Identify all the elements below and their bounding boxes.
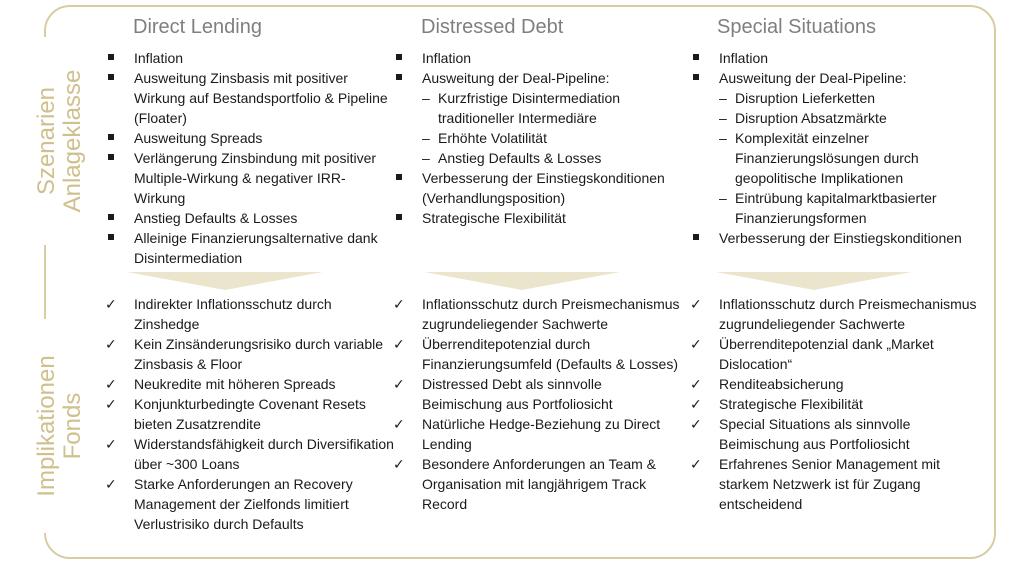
checkmark-icon: ✓ [105,376,117,392]
scenario-sub-text: Anstieg Defaults & Losses [438,150,602,166]
scenario-sub-item [719,88,980,108]
implication-text: Starke Anforderungen an Recovery Management der Zielfonds limitiert Verlustrisiko durch Defaults [134,476,353,532]
side-label-implications-line1: Implikationen [33,355,60,497]
checkmark-icon: ✓ [105,476,117,492]
scenario-item [393,208,683,228]
column-title-distressed-debt: Distressed Debt [421,16,564,38]
implication-item [393,294,683,334]
scenario-item [105,228,395,268]
implication-item [690,394,980,414]
side-label-scenarios-line2: Anlageklasse [59,69,86,213]
down-arrow-distressed-debt [424,272,620,290]
side-label-implications [34,319,90,533]
implication-item [393,414,683,454]
scenario-text: Inflation [134,50,184,66]
implication-text: Konjunkturbedingte Covenant Resets bieten Zusatzrendite [134,396,366,432]
checkmark-icon: ✓ [105,436,117,452]
dash-icon: – [719,90,727,106]
dash-icon: – [422,90,430,106]
scenario-text: Verlängerung Zinsbindung mit positiver Multiple-Wirkung & negativer IRR-Wirkung [134,150,377,206]
scenario-sub-item [422,88,683,128]
implication-item [690,294,980,334]
scenario-sub-item [719,188,980,228]
implication-text: Natürliche Hedge-Beziehung zu Direct Lending [422,416,661,452]
implication-text: Distressed Debt als sinnvolle Beimischung aus Portfoliosicht [422,376,613,412]
checkmark-icon: ✓ [393,456,405,472]
square-bullet-icon [108,54,114,60]
checkmark-icon: ✓ [393,336,405,352]
implication-text: Erfahrenes Senior Management mit starkem Netzwerk ist für Zugang entscheidend [719,456,940,512]
scenario-sub-text: Komplexität einzelner Finanzierungslösungen durch geopolitische Implikationen [735,130,919,186]
scenario-item [393,168,683,208]
checkmark-icon: ✓ [690,396,702,412]
square-bullet-icon [396,174,402,180]
implication-text: Indirekter Inflationsschutz durch Zinshedge [134,296,332,332]
implication-item [393,454,683,514]
scenario-sub-item [719,108,980,128]
square-bullet-icon [693,54,699,60]
scenario-text: Inflation [422,50,472,66]
scenario-text: Inflation [719,50,769,66]
side-label-implications-line2: Fonds [59,392,86,460]
implication-item [105,374,395,394]
scenario-text: Verbesserung der Einstiegskonditionen [719,230,962,246]
implication-item [105,434,395,474]
scenario-text: Verbesserung der Einstiegskonditionen (Verhandlungsposition) [422,170,665,206]
implication-item [105,334,395,374]
down-arrow-direct-lending [127,272,323,290]
checkmark-icon: ✓ [393,376,405,392]
scenario-list-distressed-debt [393,48,683,228]
implication-list-direct-lending [105,294,395,534]
implication-text: Inflationsschutz durch Preismechanismus zugrundeliegender Sachwerte [422,296,680,332]
square-bullet-icon [108,234,114,240]
checkmark-icon: ✓ [690,336,702,352]
scenario-item [690,228,980,248]
implication-list-special-situations [690,294,980,514]
down-arrow-special-situations [716,272,912,290]
scenario-list-direct-lending [105,48,395,268]
implication-text: Renditeabsicherung [719,376,844,392]
scenario-text: Strategische Flexibilität [422,210,566,226]
scenario-text: Ausweitung der Deal-Pipeline: [422,70,610,86]
scenario-text: Ausweitung Spreads [134,130,263,146]
checkmark-icon: ✓ [105,396,117,412]
square-bullet-icon [693,74,699,80]
scenario-text: Ausweitung der Deal-Pipeline: [719,70,907,86]
dash-icon: – [719,130,727,146]
square-bullet-icon [396,74,402,80]
dash-icon: – [422,150,430,166]
square-bullet-icon [108,74,114,80]
column-title-special-situations: Special Situations [717,16,876,38]
checkmark-icon: ✓ [105,336,117,352]
implication-text: Besondere Anforderungen an Team & Organisation mit langjährigem Track Record [422,456,657,512]
scenario-sub-item [422,128,683,148]
checkmark-icon: ✓ [690,296,702,312]
scenario-sub-text: Disruption Lieferketten [735,90,876,106]
square-bullet-icon [396,214,402,220]
square-bullet-icon [396,54,402,60]
implication-text: Special Situations als sinnvolle Beimischung aus Portfoliosicht [719,416,911,452]
square-bullet-icon [108,214,114,220]
scenario-item [105,208,395,228]
checkmark-icon: ✓ [393,416,405,432]
scenario-sub-text: Eintrübung kapitalmarktbasierter Finanzierungsformen [735,190,937,226]
scenario-list-special-situations [690,48,980,248]
implication-item [690,414,980,454]
scenario-text: Anstieg Defaults & Losses [134,210,298,226]
checkmark-icon: ✓ [393,296,405,312]
scenario-text: Alleinige Finanzierungsalternative dank Disintermediation [134,230,378,266]
scenario-item [393,68,683,168]
dash-icon: – [422,130,430,146]
scenario-item [105,128,395,148]
scenario-item [105,68,395,128]
checkmark-icon: ✓ [105,296,117,312]
scenario-item [393,48,683,68]
square-bullet-icon [693,234,699,240]
checkmark-icon: ✓ [690,456,702,472]
side-label-scenarios-line1: Szenarien [33,86,60,196]
checkmark-icon: ✓ [690,416,702,432]
side-label-scenarios [34,37,90,245]
scenario-text: Ausweitung Zinsbasis mit positiver Wirkung auf Bestandsportfolio & Pipeline (Floater) [134,70,388,126]
implication-text: Überrenditepotenzial durch Finanzierungsumfeld (Defaults & Losses) [422,336,679,372]
scenario-item [105,48,395,68]
scenario-item [690,48,980,68]
column-title-direct-lending: Direct Lending [133,16,262,38]
scenario-sub-text: Erhöhte Volatilität [438,130,547,146]
implication-text: Neukredite mit höheren Spreads [134,376,336,392]
implication-item [393,374,683,414]
implication-item [105,474,395,534]
implication-list-distressed-debt [393,294,683,514]
implication-item [690,374,980,394]
implication-text: Überrenditepotenzial dank „Market Dislocation“ [719,336,934,372]
dash-icon: – [719,110,727,126]
square-bullet-icon [108,134,114,140]
implication-item [393,334,683,374]
scenario-sub-item [422,148,683,168]
dash-icon: – [719,190,727,206]
scenario-sub-text: Disruption Absatzmärkte [735,110,887,126]
implication-item [690,334,980,374]
checkmark-icon: ✓ [690,376,702,392]
implication-item [690,454,980,514]
implication-text: Kein Zinsänderungsrisiko durch variable Zinsbasis & Floor [134,336,384,372]
square-bullet-icon [108,154,114,160]
scenario-item [690,68,980,228]
implication-text: Widerstandsfähigkeit durch Diversifikation über ~300 Loans [134,436,394,472]
implication-text: Inflationsschutz durch Preismechanismus zugrundeliegender Sachwerte [719,296,977,332]
implication-item [105,294,395,334]
implication-item [105,394,395,434]
implication-text: Strategische Flexibilität [719,396,863,412]
scenario-sub-item [719,128,980,188]
scenario-item [105,148,395,208]
scenario-sub-text: Kurzfristige Disintermediation traditioneller Intermediäre [438,90,621,126]
